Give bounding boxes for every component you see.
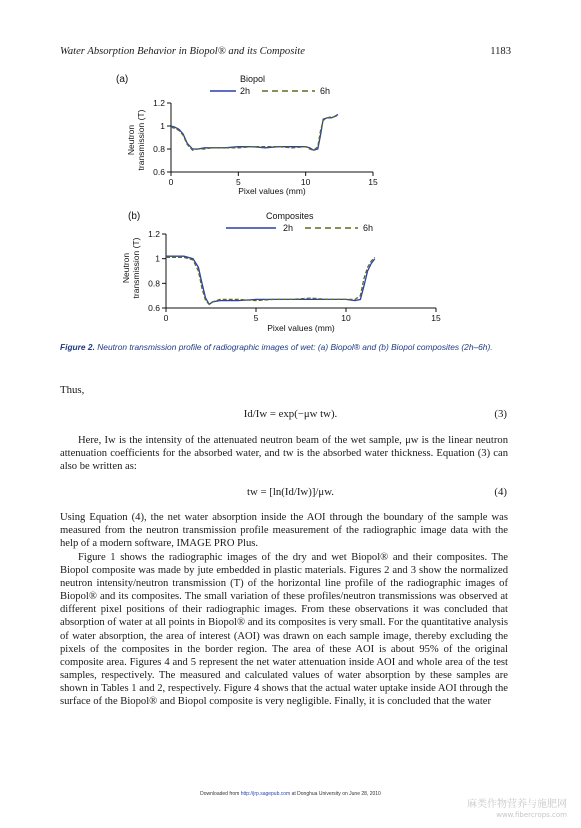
y-tick-label: 0.8 <box>153 144 165 154</box>
panel-b-xlabel: Pixel values (mm) <box>267 323 335 333</box>
panel-b-ylabel-line1: Neutron <box>121 252 131 284</box>
figure-2 <box>0 0 581 340</box>
panel-b-legend-title: Composites <box>266 211 314 221</box>
y-tick-label: 1.2 <box>153 98 165 108</box>
watermark <box>467 800 567 820</box>
figure-caption <box>60 342 510 353</box>
y-tick-label: 0.6 <box>148 303 160 313</box>
y-tick-label: 0.6 <box>153 167 165 177</box>
panel-b-legend <box>226 223 373 233</box>
panel-a-series <box>171 115 338 151</box>
paragraph-3: Figure 1 shows the radiographic images of the dry and wet Biopol® and their composites. The Biopol composite was made by jute embedded in plastic materials. Figures 2 and 3 show the normalized neutron intensity/neutron transmission (T) of the horizontal line profile of the radiographic images of Biopol® and its composites. The small variation of these profiles/neutron transmissions was observed at different pixel positions of their radiographic images. From these observations it was concluded that absorption of water at all points in Biopol® and its composites is very small. For the quantitative analysis of water absorption, the area of interest (AOI) was drawn on each sample image, thereby excluding the pixels of the composites in the border region. The area of these AOI is about 95% of the original composite area. Figures 4 and 5 represent the net water attenuation inside AOI and whole area of the test samples, respectively. The measured and calculated values of water absorption by these samples are shown in Tables 1 and 2, respectively. Figure 4 shows that the actual water uptake inside AOI through the surface of the Biopol® and Biopol composite is very negligible. Finally, it is concluded that the water <box>60 552 508 708</box>
y-tick-label: 0.8 <box>148 278 160 289</box>
watermark-line-2: www.fibercrops.com <box>496 811 567 819</box>
x-tick-label: 10 <box>341 313 351 323</box>
y-tick-label: 1 <box>160 121 165 131</box>
download-footer <box>0 791 581 797</box>
body-thus: Thus, <box>60 384 85 396</box>
panel-a-xlabel: Pixel values (mm) <box>238 186 306 196</box>
x-tick-label: 5 <box>253 313 259 323</box>
panel-b <box>121 211 441 333</box>
y-tick-label: 1.2 <box>148 229 160 239</box>
panel-a-ylabel-line1: Neutron <box>126 124 136 156</box>
legend-label-2h: 2h <box>283 223 294 233</box>
x-tick-label: 5 <box>235 177 241 187</box>
legend-label-2h: 2h <box>240 86 251 96</box>
panel-b-label: (b) <box>128 211 141 222</box>
legend-label-6h: 6h <box>320 86 331 96</box>
panel-b-ylabel-line2: transmission (T) <box>131 237 141 299</box>
caption-text: Neutron transmission profile of radiographic images of wet: (a) Biopol® and (b) Biopol composites (2h–6h). <box>97 342 493 352</box>
series-line-2h <box>166 256 375 304</box>
equation-3-text: Id/Iw = exp(−μw tw). <box>243 408 338 420</box>
x-tick-label: 0 <box>168 177 174 187</box>
x-tick-label: 15 <box>431 313 441 323</box>
panel-b-ticks <box>148 229 441 323</box>
panel-b-series <box>166 256 375 304</box>
footer-link[interactable]: http://jrp.sagepub.com <box>240 791 291 797</box>
equation-3-number: (3) <box>494 408 507 420</box>
x-tick-label: 15 <box>368 177 378 187</box>
panel-a <box>116 74 378 196</box>
y-tick-label: 1 <box>155 253 160 264</box>
panel-a-legend-title: Biopol <box>240 74 266 84</box>
equation-4-number: (4) <box>494 486 507 498</box>
x-tick-label: 10 <box>300 177 311 187</box>
panel-a-label: (a) <box>116 74 129 85</box>
panel-a-ylabel-line2: transmission (T) <box>136 109 146 171</box>
paragraph-1: Here, Iw is the intensity of the attenuated neutron beam of the wet sample, μw is the linear neutron attenuation coefficients for the absorbed water, and tw is the absorbed water thickness. Equation (3) can also be written as: <box>60 435 508 473</box>
panel-a-legend <box>210 86 330 96</box>
legend-label-6h: 6h <box>363 223 374 233</box>
footer-suffix: at Donghua University on June 28, 2010 <box>291 791 381 797</box>
series-line-2h <box>171 115 338 151</box>
watermark-line-1: 麻类作物营养与施肥网 <box>467 799 567 810</box>
running-header-title: Water Absorption Behavior in Biopol® and its Composite <box>60 46 305 57</box>
footer-prefix: Downloaded from <box>200 791 240 797</box>
x-tick-label: 0 <box>163 313 169 323</box>
equation-4-text: tw = [ln(Id/Iw)]/μw. <box>246 486 335 498</box>
series-line-6h <box>171 116 338 151</box>
page-number: 1183 <box>490 46 511 57</box>
paragraph-2: Using Equation (4), the net water absorption inside the AOI through the boundary of the sample was measured from the neutron transmission profile measurement of the radiographic image data with the help of a modern software, IMAGE PRO Plus. <box>60 512 508 550</box>
caption-label: Figure 2. <box>60 342 95 352</box>
